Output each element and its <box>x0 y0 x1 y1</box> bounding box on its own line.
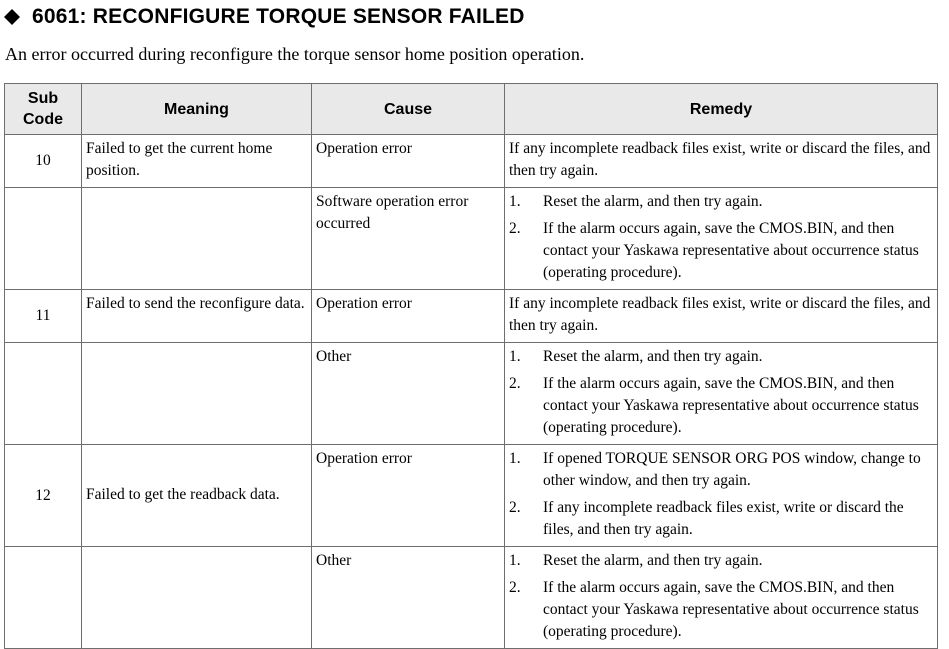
page-heading <box>4 2 525 32</box>
remedy-cell <box>505 445 938 547</box>
sub-code-cell: 12 <box>5 445 82 547</box>
remedy-steps <box>509 448 933 541</box>
table-row <box>5 135 938 188</box>
cause-cell: Software operation error occurred <box>312 188 505 290</box>
remedy-cell: If any incomplete readback files exist, write or discard the files, and then try again. <box>505 135 938 188</box>
table-row <box>5 445 938 547</box>
remedy-steps <box>509 191 933 284</box>
meaning-cell <box>82 188 312 290</box>
header-cause: Cause <box>312 84 505 135</box>
intro-text: An error occurred during reconfigure the torque sensor home position operation. <box>5 44 585 64</box>
meaning-cell: Failed to get the current home position. <box>82 135 312 188</box>
remedy-step: 2. If any incomplete readback files exist, write or discard the files, and then try again. <box>509 499 904 538</box>
table-row <box>5 290 938 343</box>
error-table <box>4 83 938 649</box>
sub-code-cell <box>5 188 82 290</box>
sub-code-cell <box>5 547 82 649</box>
remedy-steps <box>509 550 933 643</box>
meaning-cell: Failed to get the readback data. <box>82 445 312 547</box>
remedy-steps <box>509 346 933 439</box>
remedy-step: 2. If the alarm occurs again, save the CMOS.BIN, and then contact your Yaskawa representative about occurrence status (operating procedure). <box>509 579 919 640</box>
sub-code-cell: 11 <box>5 290 82 343</box>
sub-code-cell <box>5 343 82 445</box>
table-header-row <box>5 84 938 135</box>
header-sub-code: Sub Code <box>5 84 82 135</box>
cause-cell: Operation error <box>312 290 505 343</box>
diamond-bullet-icon <box>4 9 20 25</box>
remedy-step: 2. If the alarm occurs again, save the CMOS.BIN, and then contact your Yaskawa representative about occurrence status (operating procedure). <box>509 375 919 436</box>
cause-cell: Operation error <box>312 135 505 188</box>
remedy-step: 1. If opened TORQUE SENSOR ORG POS window, change to other window, and then try again. <box>509 450 921 489</box>
remedy-step: 1. Reset the alarm, and then try again. <box>509 348 763 365</box>
table-row <box>5 547 938 649</box>
meaning-cell: Failed to send the reconfigure data. <box>82 290 312 343</box>
table-row <box>5 188 938 290</box>
remedy-cell <box>505 188 938 290</box>
remedy-cell <box>505 343 938 445</box>
table-row <box>5 343 938 445</box>
cause-cell: Other <box>312 343 505 445</box>
cause-cell: Other <box>312 547 505 649</box>
cause-cell: Operation error <box>312 445 505 547</box>
meaning-cell <box>82 343 312 445</box>
remedy-step: 2. If the alarm occurs again, save the CMOS.BIN, and then contact your Yaskawa representative about occurrence status (operating procedure). <box>509 220 919 281</box>
header-remedy: Remedy <box>505 84 938 135</box>
remedy-cell <box>505 547 938 649</box>
remedy-step: 1. Reset the alarm, and then try again. <box>509 193 763 210</box>
remedy-cell: If any incomplete readback files exist, write or discard the files, and then try again. <box>505 290 938 343</box>
remedy-step: 1. Reset the alarm, and then try again. <box>509 552 763 569</box>
sub-code-cell: 10 <box>5 135 82 188</box>
page-title: 6061: RECONFIGURE TORQUE SENSOR FAILED <box>32 5 525 28</box>
meaning-cell <box>82 547 312 649</box>
header-meaning: Meaning <box>82 84 312 135</box>
